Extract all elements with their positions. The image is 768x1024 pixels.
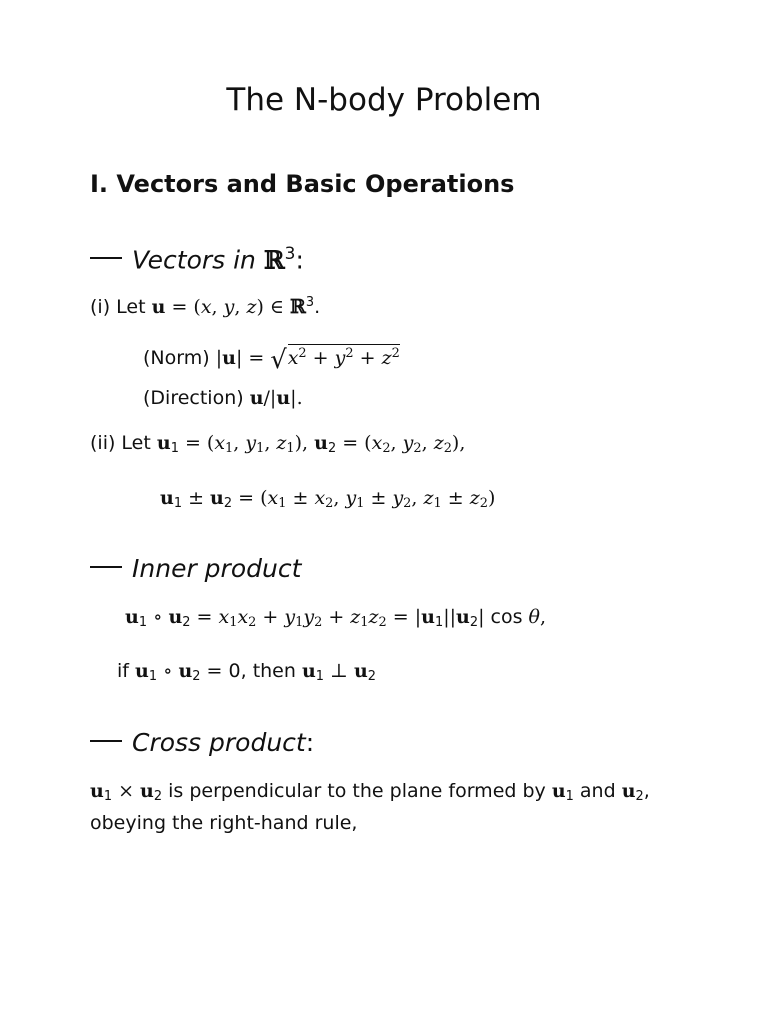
cross-product-heading-text: Cross product <box>132 728 306 757</box>
sum-formula: $u_1 \pm u_2 = (x_1 \pm x_2$, $y_1 \pm y_2$, $z_1 \pm z_2$) <box>160 487 496 512</box>
real-space-exponent: 3 <box>284 244 296 264</box>
direction-label: (Direction) <box>143 387 250 409</box>
real-space-symbol: ℝ <box>263 245 285 275</box>
cross-text-c: , obeying the right-hand rule, <box>90 780 650 835</box>
vectors-heading-text: Vectors in <box>132 245 264 275</box>
inner-product-formula: $u_1$ ∘ $u_2 = x_1x_2 + y_1y_2 + z_1z_2 = |u_1||u_2|$ cos θ, <box>125 606 547 631</box>
inner-product-heading-text: Inner product <box>132 554 302 583</box>
item-i-label: (i) Let <box>90 296 152 319</box>
cross-product-heading-colon: : <box>305 728 315 757</box>
section-heading: I. Vectors and Basic Operations <box>90 170 515 198</box>
then-text: , then <box>240 660 302 682</box>
norm-label: (Norm) <box>143 347 216 370</box>
cross-product-heading <box>90 728 314 757</box>
item-ii-line: (ii) Let $u_1 = (x_1$, $y_1$, $z_1$), $u_2 = (x_2$, $y_2$, $z_2$), <box>90 432 466 457</box>
page-title: The N-body Problem <box>226 82 542 118</box>
vectors-heading-colon: : <box>295 245 304 275</box>
inner-product-heading <box>90 554 301 583</box>
dash-rule <box>90 566 122 568</box>
dash-rule <box>90 257 122 259</box>
dash-rule <box>90 740 122 742</box>
cross-text-b: and <box>573 780 622 802</box>
norm-line: (Norm) $|u| = √x^2 + y^2 + z^2$ <box>143 344 400 375</box>
vectors-heading <box>90 244 304 274</box>
direction-line: (Direction) u/|u|. <box>143 387 303 409</box>
orthogonality-line: if $u_1$ ∘ $u_2 = 0$, then $u_1$ ⊥ $u_2$ <box>117 660 376 685</box>
cross-product-paragraph: $u_1 \times u_2$ is perpendicular to the plane formed by $u_1$ and $u_2$, obeying the right-hand rule, <box>90 780 650 835</box>
if-text: if <box>117 660 136 682</box>
item-i-line: (i) Let u = (x, y, z) ∈ ℝ$^3$. <box>90 295 321 319</box>
cross-text-a: is perpendicular to the plane formed by <box>162 780 552 802</box>
item-ii-label: (ii) Let <box>90 432 157 454</box>
